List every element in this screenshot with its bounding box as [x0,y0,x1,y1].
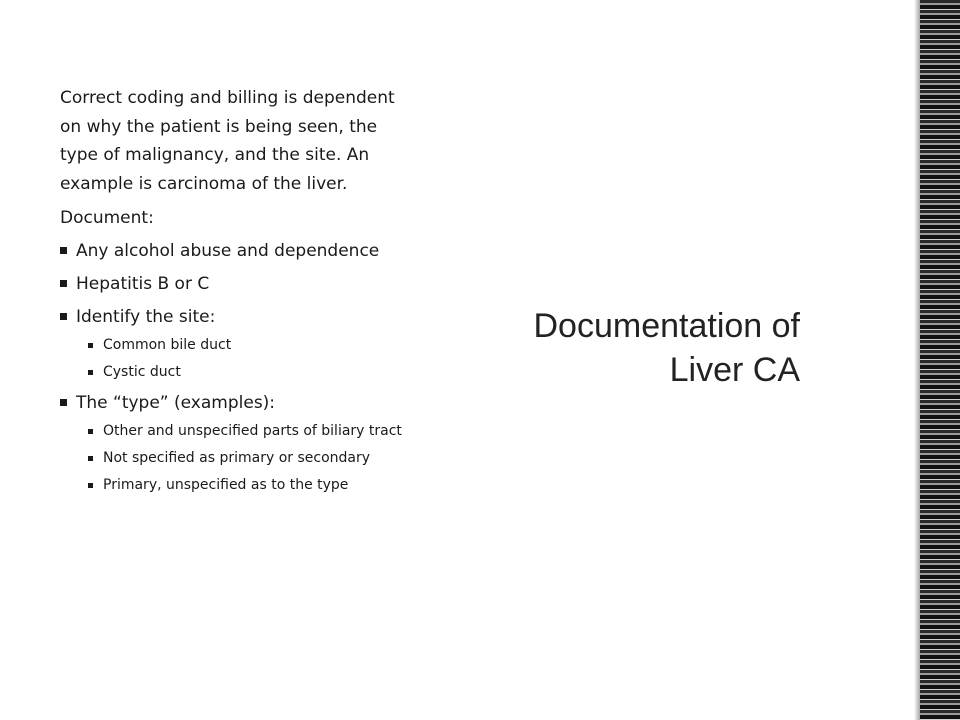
sub-list-item-label: Common bile duct [103,337,232,353]
square-bullet-icon [60,238,67,265]
square-bullet-icon [60,304,67,331]
sub-list [76,421,420,496]
list-item-label: Hepatitis B or C [76,274,210,294]
list-item [60,238,420,264]
square-bullet-icon [88,448,93,469]
document-label: Document: [60,208,154,228]
sub-list-item [76,448,420,469]
square-bullet-icon [88,362,93,383]
square-bullet-icon [88,475,93,496]
sub-list-item [76,421,420,442]
list-item [60,271,420,297]
sub-list-item [76,475,420,496]
sub-list [76,335,420,383]
square-bullet-icon [60,390,67,417]
slide-title [440,304,800,392]
sub-list-item-label: Not specified as primary or secondary [103,450,371,466]
list-item-label: Any alcohol abuse and dependence [76,241,380,261]
sub-list-item [76,335,420,356]
square-bullet-icon [88,335,93,356]
sub-list-item-label: Primary, unspecified as to the type [103,477,349,493]
slide-body [60,84,420,503]
sub-list-item-label: Cystic duct [103,364,181,380]
list-item [60,304,420,383]
document-list [60,238,420,496]
slide-title-line-1: Documentation of [533,307,800,345]
list-item-label: Identify the site: [76,307,216,327]
slide-title-line-2: Liver CA [669,351,800,389]
sub-list-item-label: Other and unspecified parts of biliary tract [103,423,402,439]
sub-list-item [76,362,420,383]
list-item-label: The “type” (examples): [76,393,276,413]
square-bullet-icon [60,271,67,298]
intro-paragraph: Correct coding and billing is dependent on why the patient is being seen, the type of malignancy, and the site. An example is carcinoma of the liver. [60,88,395,194]
list-item [60,390,420,496]
decorative-film-strip-border [920,0,960,720]
square-bullet-icon [88,421,93,442]
